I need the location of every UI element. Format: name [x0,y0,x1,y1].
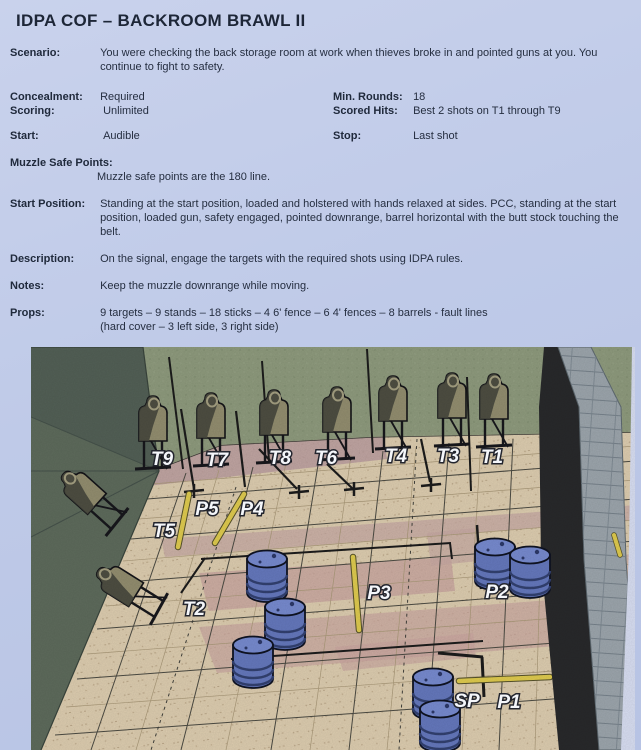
concealment-label: Concealment: [10,91,83,103]
start-label: Start: [10,130,39,142]
stop-value: Last shot [413,130,458,142]
scoring-value: Unlimited [103,105,149,117]
notes-text: Keep the muzzle downrange while moving. [100,280,310,292]
label-t1: T1 [480,447,504,468]
scenario-label: Scenario: [10,47,61,59]
muzzle-safe-text: Muzzle safe points are the 180 line. [97,171,271,183]
concealment-row [10,91,145,105]
scored-hits-value: Best 2 shots on T1 through T9 [413,105,561,117]
scored-hits-row [333,105,561,119]
scored-hits-label: Scored Hits: [333,105,398,117]
description-row [10,253,620,267]
label-p5: P5 [195,499,219,520]
props-line2: (hard cover – 3 left side, 3 right side) [100,320,279,333]
scoring-row [10,105,149,119]
muzzle-safe-heading: Muzzle Safe Points: [10,157,113,169]
label-t3: T3 [436,446,460,467]
label-t8: T8 [268,448,292,469]
label-t6: T6 [314,448,338,469]
label-p1: P1 [497,692,521,713]
stop-label: Stop: [333,130,362,142]
page-title: IDPA COF – BACKROOM BRAWL II [16,11,306,30]
start-value: Audible [103,130,140,142]
start-position-label: Start Position: [10,198,86,210]
props-text [100,307,620,335]
min-rounds-row [333,91,425,105]
label-p4: P4 [240,499,264,520]
start-position-text: Standing at the start position, loaded and holstered with hands relaxed at sides. PCC, standing at the start position, loaded gun, safety engaged, pointed downrange, barrel horizontal with the butt stock touching the belt. [100,198,619,238]
scenario-text: You were checking the back storage room at work when thieves broke in and pointed guns at you. You continue to fight to safety. [100,47,598,73]
scoring-label: Scoring: [10,105,55,117]
label-p3: P3 [367,583,391,604]
start-row [10,130,140,144]
photo-grain [31,347,635,750]
start-position-row [10,198,628,239]
concealment-value: Required [100,91,145,103]
scenario-row [10,47,637,75]
label-t4: T4 [384,446,408,467]
props-label: Props: [10,307,45,319]
label-p2: P2 [485,582,509,603]
description-text: On the signal, engage the targets with the required shots using IDPA rules. [100,253,464,265]
label-t9: T9 [150,449,174,470]
notes-row [10,280,620,294]
label-t7: T7 [205,450,229,471]
description-label: Description: [10,253,75,265]
min-rounds-label: Min. Rounds: [333,91,403,103]
stage-diagram [31,347,635,750]
min-rounds-value: 18 [413,91,426,103]
stop-row [333,130,458,144]
label-sp: SP [454,691,480,712]
props-row [10,307,620,335]
label-t5: T5 [152,521,176,542]
notes-label: Notes: [10,280,45,292]
props-line1: 9 targets – 9 stands – 18 sticks – 4 6' fence – 6 4' fences – 8 barrels - fault lines [100,307,488,319]
course-briefing [0,0,641,347]
label-t2: T2 [182,599,206,620]
